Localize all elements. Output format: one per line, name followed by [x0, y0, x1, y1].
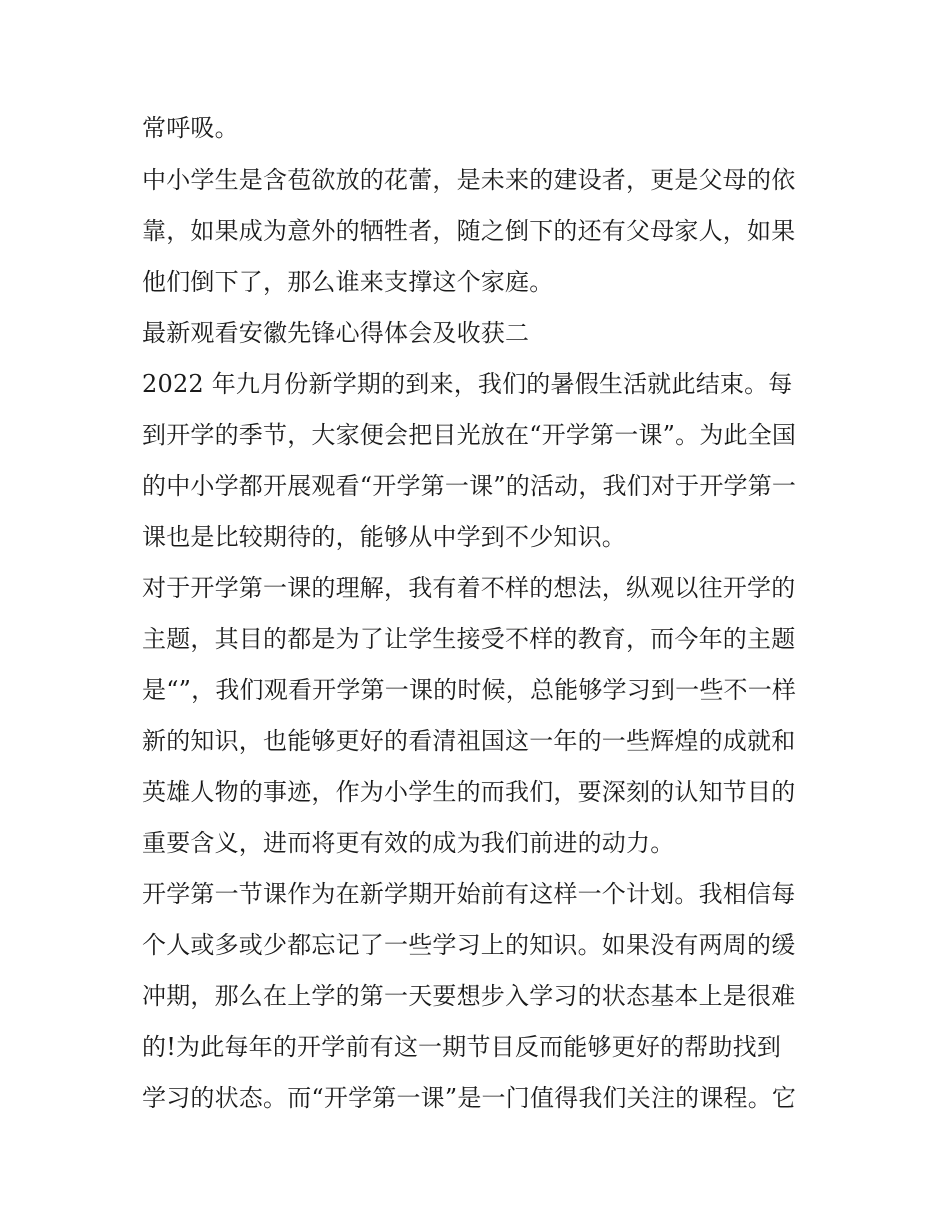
text-line: 主题，其目的都是为了让学生接受不样的教育，而今年的主题	[142, 625, 796, 653]
text-line: 重要含义，进而将更有效的成为我们前进的动力。	[142, 829, 675, 857]
text-line: 常呼吸。	[142, 114, 239, 142]
text-line: 到开学的季节，大家便会把目光放在“开学第一课”。为此全国	[142, 421, 797, 449]
text-line: 英雄人物的事迹，作为小学生的而我们，要深刻的认知节目的	[142, 778, 796, 806]
text-line: 他们倒下了，那么谁来支撑这个家庭。	[142, 268, 554, 296]
text-line: 学习的状态。而“开学第一课”是一门值得我们关注的课程。它	[142, 1084, 797, 1112]
text-line: 个人或多或少都忘记了一些学习上的知识。如果没有两周的缓	[142, 931, 796, 959]
text-line: 是“”，我们观看开学第一课的时候，总能够学习到一些不一样	[142, 676, 797, 704]
text-line: 新的知识，也能够更好的看清祖国这一年的一些辉煌的成就和	[142, 727, 796, 755]
text-line: 2022 年九月份新学期的到来，我们的暑假生活就此结束。每	[142, 370, 793, 398]
text-line: 的中小学都开展观看“开学第一课”的活动，我们对于开学第一	[142, 472, 797, 500]
text-line: 中小学生是含苞欲放的花蕾，是未来的建设者，更是父母的依	[142, 166, 796, 194]
section-heading: 最新观看安徽先锋心得体会及收获二	[142, 319, 530, 347]
text-line: 冲期，那么在上学的第一天要想步入学习的状态基本上是很难	[142, 982, 796, 1010]
text-line: 靠，如果成为意外的牺牲者，随之倒下的还有父母家人，如果	[142, 217, 796, 245]
text-line: 对于开学第一课的理解，我有着不样的想法，纵观以往开学的	[142, 574, 796, 602]
text-line: 开学第一节课作为在新学期开始前有这样一个计划。我相信每	[142, 880, 796, 908]
text-line: 的!为此每年的开学前有这一期节目反而能够更好的帮助找到	[142, 1033, 782, 1061]
text-line: 课也是比较期待的，能够从中学到不少知识。	[142, 523, 626, 551]
